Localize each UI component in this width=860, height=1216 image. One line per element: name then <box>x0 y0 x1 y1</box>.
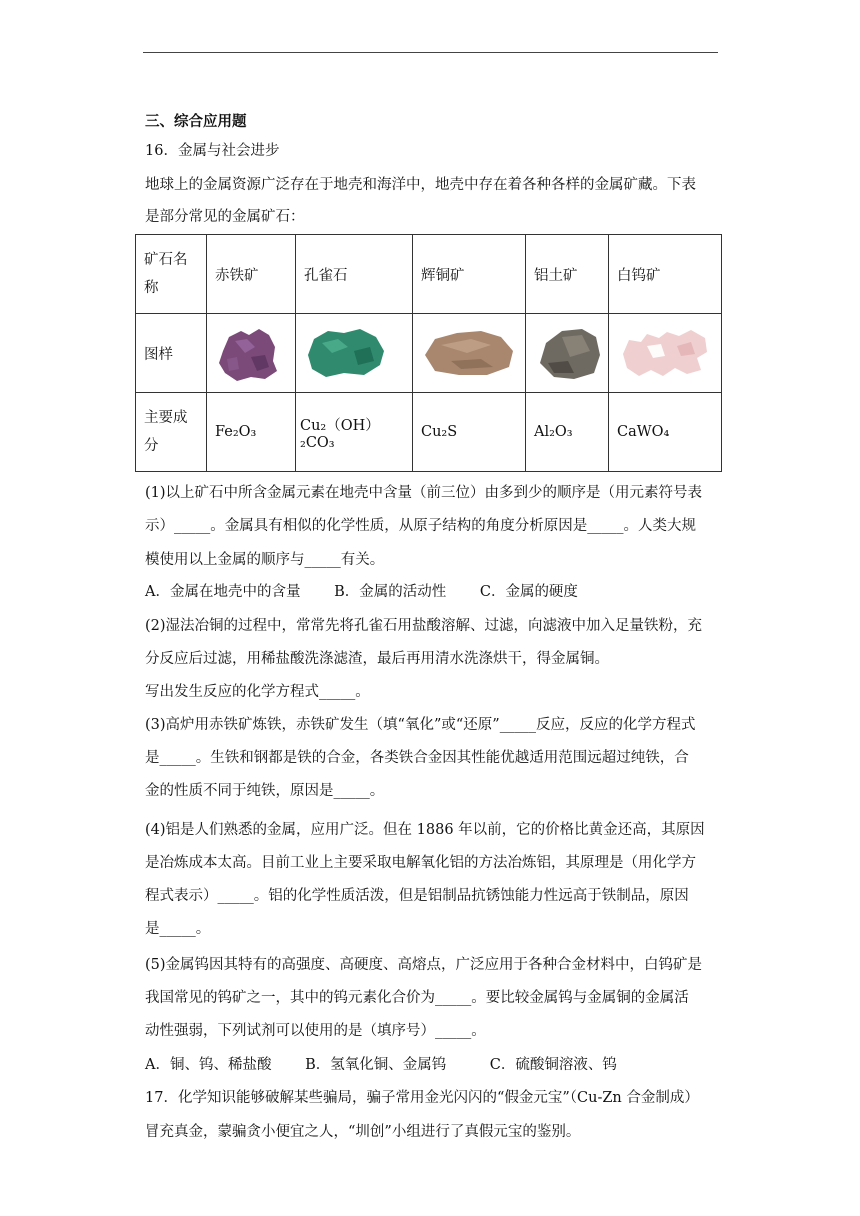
ore-name-cell: 孔雀石 <box>296 235 413 314</box>
ore-table <box>135 234 722 472</box>
row-header: 矿石名称 <box>136 235 207 314</box>
ore-image-cell <box>296 314 413 393</box>
hematite-image <box>215 321 281 385</box>
section-title: 三、综合应用题 <box>145 113 247 130</box>
ore-formula-row <box>136 393 722 472</box>
ore-image-cell <box>526 314 609 393</box>
question-16-intro: 地球上的金属资源广泛存在于地壳和海洋中，地壳中存在着各种各样的金属矿藏。下表 <box>145 177 696 193</box>
question-16-part-3: (3)高炉用赤铁矿炼铁，赤铁矿发生（填“氧化”或“还原”_____反应，反应的化学方程式 <box>145 717 696 733</box>
ore-name-cell: 铝土矿 <box>526 235 609 314</box>
question-16-part-2: 写出发生反应的化学方程式_____。 <box>145 684 370 700</box>
question-16-part-2: (2)湿法冶铜的过程中，常常先将孔雀石用盐酸溶解、过滤，向滤液中加入足量铁粉，充 <box>145 618 703 634</box>
question-17: 冒充真金，蒙骗贪小便宜之人，“圳创”小组进行了真假元宝的鉴别。 <box>145 1124 581 1140</box>
question-16-part-4: 是冶炼成本太高。目前工业上主要采取电解氧化铝的方法冶炼铝，其原理是（用化学方 <box>145 855 696 871</box>
ore-formula-cell: Cu₂S <box>413 393 526 472</box>
bauxite-image <box>534 323 604 383</box>
question-16-part-3: 是_____。生铁和钢都是铁的合金，各类铁合金因其性能优越适用范围远超过纯铁，合 <box>145 750 689 766</box>
question-16-part-1: 模使用以上金属的顺序与_____有关。 <box>145 552 385 568</box>
question-16-intro: 是部分常见的金属矿石： <box>145 209 305 225</box>
row-header: 图样 <box>136 314 207 393</box>
chalcocite-image <box>421 325 517 381</box>
question-16-part-4: (4)铝是人们熟悉的金属，应用广泛。但在 1886 年以前，它的价格比黄金还高，其原因 <box>145 822 705 838</box>
ore-name-cell: 白钨矿 <box>609 235 722 314</box>
question-16-part-5: 动性强弱，下列试剂可以使用的是（填序号）_____。 <box>145 1023 486 1039</box>
question-16-part-1: 示）_____。金属具有相似的化学性质，从原子结构的角度分析原因是_____。人类大规 <box>145 518 696 534</box>
ore-image-row <box>136 314 722 393</box>
header-rule <box>143 52 718 53</box>
question-17: 17．化学知识能够破解某些骗局，骗子常用金光闪闪的“假金元宝”（Cu-Zn 合金制成） <box>145 1090 699 1106</box>
ore-image-cell <box>207 314 296 393</box>
ore-formula-cell: Al₂O₃ <box>526 393 609 472</box>
ore-formula-cell: Cu₂（OH）₂CO₃ <box>296 393 413 472</box>
ore-name-row <box>136 235 722 314</box>
question-16-part-5-options: A．铜、钨、稀盐酸 B．氢氧化铜、金属钨 C．硫酸铜溶液、钨 <box>145 1057 617 1073</box>
question-16-part-5: 我国常见的钨矿之一，其中的钨元素化合价为_____。要比较金属钨与金属铜的金属活 <box>145 990 689 1006</box>
question-16-part-2: 分反应后过滤，用稀盐酸洗涤滤渣，最后再用清水洗涤烘干，得金属铜。 <box>145 651 609 667</box>
ore-image-cell <box>413 314 526 393</box>
question-16-part-5: (5)金属钨因其特有的高强度、高硬度、高熔点，广泛应用于各种合金材料中，白钨矿是 <box>145 957 703 973</box>
question-16-title: 16．金属与社会进步 <box>145 143 280 159</box>
scheelite-image <box>617 324 713 382</box>
ore-image-cell <box>609 314 722 393</box>
question-16-part-4: 程式表示）_____。铝的化学性质活泼，但是铝制品抗锈蚀能力性远高于铁制品，原因 <box>145 888 689 904</box>
question-16-part-1: (1)以上矿石中所含金属元素在地壳中含量（前三位）由多到少的顺序是（用元素符号表 <box>145 485 703 501</box>
ore-name-cell: 赤铁矿 <box>207 235 296 314</box>
question-16-part-3: 金的性质不同于纯铁，原因是_____。 <box>145 783 385 799</box>
ore-formula-cell: CaWO₄ <box>609 393 722 472</box>
question-16-part-4: 是_____。 <box>145 921 211 937</box>
malachite-image <box>304 325 388 381</box>
question-16-part-1-options: A．金属在地壳中的含量 B．金属的活动性 C．金属的硬度 <box>145 584 578 600</box>
row-header: 主要成分 <box>136 393 207 472</box>
ore-name-cell: 辉铜矿 <box>413 235 526 314</box>
ore-formula-cell: Fe₂O₃ <box>207 393 296 472</box>
